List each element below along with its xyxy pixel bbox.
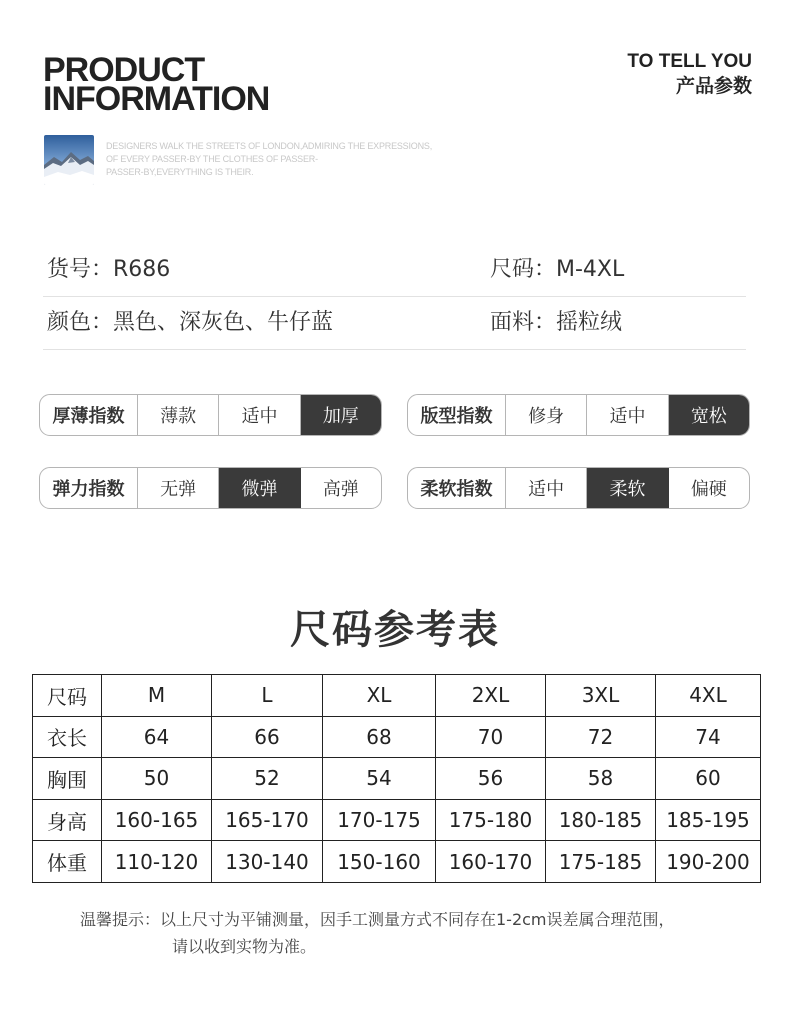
- note-line-2: 请以收到实物为准。: [172, 937, 317, 956]
- index-option: 适中: [506, 468, 587, 508]
- item-number: [47, 244, 170, 296]
- table-cell: 180-185: [546, 799, 656, 841]
- table-cell: 160-170: [436, 841, 546, 883]
- tell-you-english: TO TELL YOU: [627, 51, 752, 72]
- title-line-2: INFORMATION: [43, 80, 270, 118]
- table-cell: 4XL: [656, 675, 761, 717]
- info-row-1: [43, 244, 746, 297]
- note-line-1: 温馨提示：以上尺寸为平铺测量，因手工测量方式不同存在1-2cm误差属合理范围，: [80, 910, 675, 929]
- index-option-selected: 微弹: [219, 468, 300, 508]
- table-cell: 52: [212, 758, 323, 800]
- blurb-line: DESIGNERS WALK THE STREETS OF LONDON,ADMIRING THE EXPRESSIONS,: [106, 141, 432, 151]
- size-table: [32, 674, 761, 883]
- table-cell: 尺码: [33, 675, 102, 717]
- table-cell: 130-140: [212, 841, 323, 883]
- tell-you-chinese: 产品参数: [675, 75, 752, 97]
- table-row: [33, 799, 761, 841]
- info-row-2: [43, 297, 746, 350]
- fabric-value: 摇粒绒: [556, 310, 623, 335]
- softness-index: [407, 467, 750, 509]
- softness-index-label: 柔软指数: [408, 468, 506, 508]
- table-cell: 54: [323, 758, 436, 800]
- thickness-index: [39, 394, 382, 436]
- table-cell: M: [102, 675, 212, 717]
- table-cell: 3XL: [546, 675, 656, 717]
- designer-blurb: [106, 140, 486, 179]
- table-row: [33, 841, 761, 883]
- table-cell: 110-120: [102, 841, 212, 883]
- table-cell: 体重: [33, 841, 102, 883]
- size-range-value: M-4XL: [556, 257, 625, 282]
- table-cell: L: [212, 675, 323, 717]
- table-cell: 72: [546, 716, 656, 758]
- color-label: 颜色：: [47, 310, 114, 335]
- table-cell: 185-195: [656, 799, 761, 841]
- table-cell: 165-170: [212, 799, 323, 841]
- fit-index-label: 版型指数: [408, 395, 506, 435]
- color-value: 黑色、深灰色、牛仔蓝: [113, 310, 334, 335]
- index-option: 无弹: [138, 468, 219, 508]
- fabric-label: 面料：: [490, 310, 557, 335]
- index-option: 修身: [506, 395, 587, 435]
- item-number-label: 货号：: [47, 257, 114, 282]
- table-cell: 60: [656, 758, 761, 800]
- index-option-selected: 柔软: [587, 468, 668, 508]
- table-cell: 2XL: [436, 675, 546, 717]
- table-cell: XL: [323, 675, 436, 717]
- table-cell: 175-180: [436, 799, 546, 841]
- table-cell: 66: [212, 716, 323, 758]
- product-information-title: [43, 51, 270, 118]
- title-line-1: PRODUCT: [43, 51, 205, 89]
- snow-mountain-photo-icon: [44, 135, 94, 185]
- table-cell: 58: [546, 758, 656, 800]
- measurement-note: [80, 906, 675, 960]
- index-option: 高弹: [322, 479, 359, 500]
- table-cell: 身高: [33, 799, 102, 841]
- item-number-value: R686: [113, 257, 171, 282]
- fabric-info: [490, 297, 622, 349]
- table-cell: 160-165: [102, 799, 212, 841]
- table-cell: 胸围: [33, 758, 102, 800]
- tell-you-heading: [627, 50, 752, 99]
- table-cell: 68: [323, 716, 436, 758]
- thickness-index-label: 厚薄指数: [40, 395, 138, 435]
- index-option: 适中: [219, 395, 300, 435]
- blurb-line: OF EVERY PASSER-BY THE CLOTHES OF PASSER-: [106, 154, 318, 164]
- table-header-row: [33, 675, 761, 717]
- table-cell: 190-200: [656, 841, 761, 883]
- table-row: [33, 716, 761, 758]
- elasticity-index: [39, 467, 382, 509]
- index-option: 偏硬: [690, 479, 727, 500]
- size-range: [490, 244, 624, 296]
- index-option: 薄款: [138, 395, 219, 435]
- table-cell: 50: [102, 758, 212, 800]
- index-option-selected: 宽松: [669, 395, 749, 435]
- color-info: [47, 297, 333, 349]
- table-cell: 74: [656, 716, 761, 758]
- index-option-selected: 加厚: [301, 395, 381, 435]
- table-cell: 150-160: [323, 841, 436, 883]
- table-cell: 56: [436, 758, 546, 800]
- size-range-label: 尺码：: [490, 257, 557, 282]
- index-option: 适中: [587, 395, 668, 435]
- blurb-line: PASSER-BY,EVERYTHING IS THEIR.: [106, 167, 254, 177]
- table-cell: 170-175: [323, 799, 436, 841]
- elasticity-index-label: 弹力指数: [40, 468, 138, 508]
- table-row: [33, 758, 761, 800]
- table-cell: 64: [102, 716, 212, 758]
- table-cell: 衣长: [33, 716, 102, 758]
- size-table-title: 尺码参考表: [290, 607, 500, 653]
- table-cell: 175-185: [546, 841, 656, 883]
- table-cell: 70: [436, 716, 546, 758]
- fit-index: [407, 394, 750, 436]
